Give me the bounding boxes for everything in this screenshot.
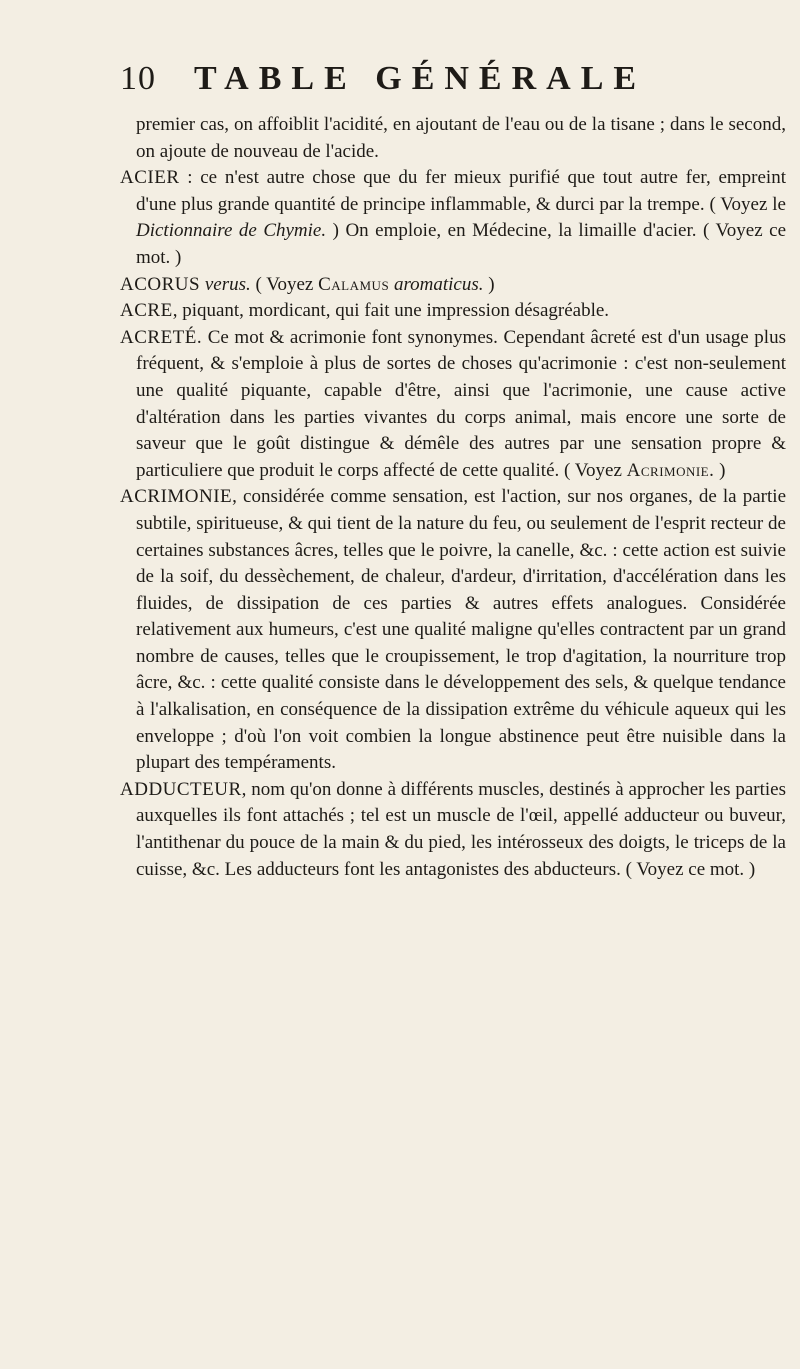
entry-text: ( Voyez bbox=[250, 273, 319, 295]
entry-text: ) bbox=[483, 273, 495, 295]
entry-text: Ce mot & acrimonie font synonymes. Cependant âcreté est d'un usage plus fréquent, & s'emploie à plus de sortes de choses qu'acrimonie : c'est non-seulement une qualité piquante, capable d'être, ainsi que l'acrimonie, une cause active d'altération dans les parties vivantes du corps animal, mais encore une sorte de saveur que le goût distingue & démêle des autres par une sensation propre & particuliere que produit le corps affecté de cette qualité. ( Voyez bbox=[136, 326, 786, 481]
entry-headword: ACORUS bbox=[120, 273, 201, 295]
entry-text: , considérée comme sensation, est l'action, sur nos organes, de la partie subtile, spiritueuse, & qui tient de la nature du feu, ou seulement de l'esprit recteur de certaines substances âcres, telles que le poivre, la canelle, &c. : cette action est suivie de la soif, du dessèchement, de chaleur, d'ardeur, d'irritation, d'accélération dans les fluides, de dissipation de ces parties & autres effets analogues. Considérée relativement aux humeurs, c'est une qualité maligne qu'elles contractent par un grand nombre de causes, telles que le croupissement, le trop d'agitation, la nourriture trop âcre, &c. : cette qualité consiste dans le développement des sels, & quelque tendance à l'alkalisation, en conséquence de la dissipation extrême du véhicule aqueux qui les enveloppe ; d'où l'on voit combien la longue abstinence peut être nuisible dans la plupart des tempéraments. bbox=[136, 486, 786, 774]
entry-headword: ACRE bbox=[120, 300, 173, 322]
entry-adducteur bbox=[120, 777, 786, 883]
cross-reference: Calamus bbox=[318, 273, 390, 295]
entry-text: : ce n'est autre chose que du fer mieux purifié que tout autre fer, empreint d'une plus grande quantité de principe inflammable, & durci par la trempe. ( Voyez le bbox=[136, 167, 786, 215]
entry-italic: verus. bbox=[200, 273, 251, 295]
entry-text: ) bbox=[714, 459, 726, 481]
entry-acrete bbox=[120, 325, 786, 485]
page-header bbox=[120, 60, 760, 108]
entry-text: ) On emploie, en Médecine, la limaille d'acier. ( Voyez ce mot. ) bbox=[136, 220, 786, 268]
entry-acier bbox=[120, 165, 786, 271]
page-number: 10 bbox=[120, 60, 156, 97]
entry-acrimonie bbox=[120, 484, 786, 777]
running-title: TABLE GÉNÉRALE bbox=[194, 60, 647, 97]
entry-headword: ACRIMONIE bbox=[120, 486, 233, 508]
entry-text: , nom qu'on donne à différents muscles, destinés à approcher les parties auxquelles ils font attachés ; tel est un muscle de l'œil, appellé adducteur ou buveur, l'antithenar du pouce de la main & du pied, les intérosseux des doigts, le triceps de la cuisse, &c. Les adducteurs font les antagonistes des abducteurs. ( Voyez ce mot. ) bbox=[136, 778, 786, 880]
entry-acre bbox=[120, 298, 786, 325]
page-body bbox=[120, 112, 786, 883]
entry-text: premier cas, on affoiblit l'acidité, en ajoutant de l'eau ou de la tisane ; dans le second, on ajoute de nouveau de l'acide. bbox=[136, 114, 786, 162]
entry-italic: Dictionnaire de Chymie. bbox=[136, 220, 327, 242]
cross-reference: Acrimonie. bbox=[626, 459, 715, 481]
entry-italic: aromaticus. bbox=[389, 273, 484, 295]
entry-text: , piquant, mordicant, qui fait une impression désagréable. bbox=[172, 300, 610, 322]
entry-headword: ACIER bbox=[120, 167, 180, 189]
entry-headword: ACRETÉ. bbox=[120, 326, 203, 348]
entry-continuation bbox=[120, 112, 786, 165]
entry-headword: ADDUCTEUR bbox=[120, 778, 242, 800]
entry-acorus bbox=[120, 272, 786, 299]
